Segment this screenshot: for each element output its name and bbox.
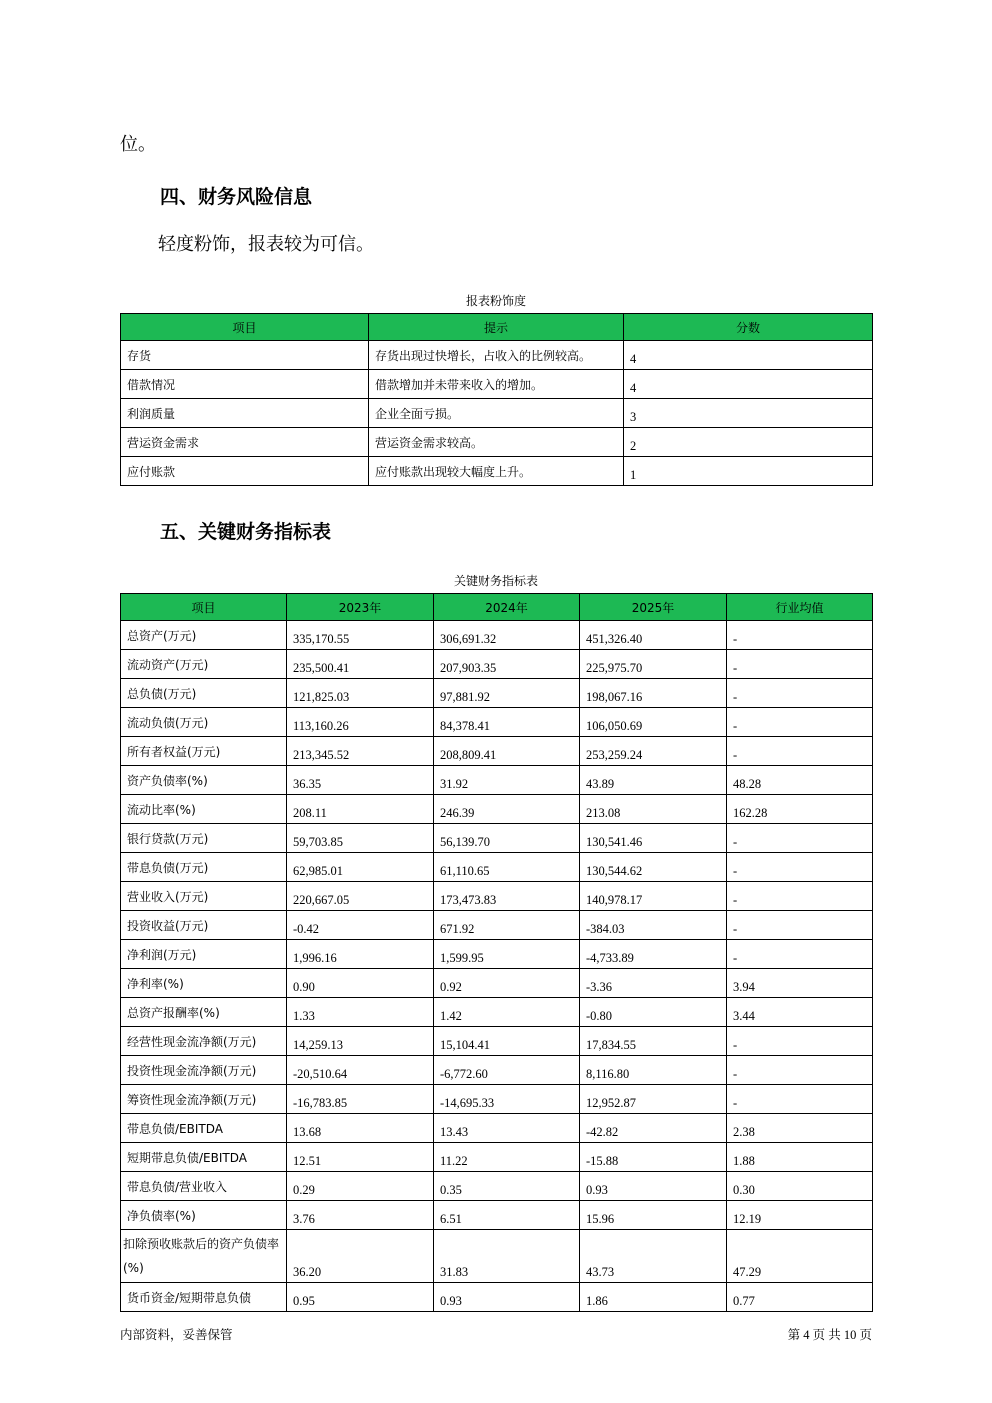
value-cell: 62,985.01 — [287, 853, 434, 882]
value-cell: - — [727, 650, 873, 679]
value-cell: 0.95 — [287, 1283, 434, 1312]
value-cell: -20,510.64 — [287, 1056, 434, 1085]
value-cell: -384.03 — [580, 911, 727, 940]
table-row — [121, 1085, 873, 1114]
header-cell: 提示 — [369, 314, 624, 341]
value-cell: -0.80 — [580, 998, 727, 1027]
table-row — [121, 853, 873, 882]
header-cell: 2023年 — [287, 594, 434, 621]
value-cell: - — [727, 853, 873, 882]
value-cell: 15.96 — [580, 1201, 727, 1230]
value-cell: 4 — [624, 370, 873, 399]
value-cell: 213.08 — [580, 795, 727, 824]
row-label-cell: 筹资性现金流净额(万元) — [121, 1085, 287, 1114]
value-cell: 84,378.41 — [434, 708, 580, 737]
value-cell: 1.33 — [287, 998, 434, 1027]
row-label-cell: 总资产报酬率(%) — [121, 998, 287, 1027]
value-cell: 235,500.41 — [287, 650, 434, 679]
value-cell: 0.35 — [434, 1172, 580, 1201]
value-cell: 15,104.41 — [434, 1027, 580, 1056]
value-cell: 12.51 — [287, 1143, 434, 1172]
table-row — [121, 1172, 873, 1201]
value-cell: - — [727, 679, 873, 708]
table-row — [121, 969, 873, 998]
value-cell: 存货出现过快增长，占收入的比例较高。 — [369, 341, 624, 370]
header-cell: 项目 — [121, 314, 369, 341]
table-row — [121, 428, 873, 457]
value-cell: 11.22 — [434, 1143, 580, 1172]
value-cell: 31.83 — [434, 1230, 580, 1283]
row-label-cell: 营业收入(万元) — [121, 882, 287, 911]
value-cell: 4 — [624, 341, 873, 370]
value-cell: - — [727, 708, 873, 737]
value-cell: 59,703.85 — [287, 824, 434, 853]
table-row — [121, 882, 873, 911]
header-cell: 2024年 — [434, 594, 580, 621]
row-label-cell: 存货 — [121, 341, 369, 370]
value-cell: 97,881.92 — [434, 679, 580, 708]
row-label-cell: 流动比率(%) — [121, 795, 287, 824]
table-row — [121, 1056, 873, 1085]
value-cell: 3.44 — [727, 998, 873, 1027]
row-label-cell: 货币资金/短期带息负债 — [121, 1283, 287, 1312]
value-cell: 0.93 — [434, 1283, 580, 1312]
table-row — [121, 1114, 873, 1143]
row-label-cell: 净负债率(%) — [121, 1201, 287, 1230]
table-row — [121, 737, 873, 766]
value-cell: 0.90 — [287, 969, 434, 998]
row-label-cell: 总负债(万元) — [121, 679, 287, 708]
value-cell: 应付账款出现较大幅度上升。 — [369, 457, 624, 486]
value-cell: 335,170.55 — [287, 621, 434, 650]
value-cell: 113,160.26 — [287, 708, 434, 737]
table-row — [121, 1230, 873, 1283]
value-cell: 0.77 — [727, 1283, 873, 1312]
value-cell: 13.43 — [434, 1114, 580, 1143]
value-cell: 220,667.05 — [287, 882, 434, 911]
table-row — [121, 998, 873, 1027]
row-label-cell: 流动负债(万元) — [121, 708, 287, 737]
value-cell: 140,978.17 — [580, 882, 727, 911]
value-cell: 14,259.13 — [287, 1027, 434, 1056]
risk-table — [120, 313, 873, 486]
risk-table-header — [121, 314, 873, 341]
value-cell: 31.92 — [434, 766, 580, 795]
table-row — [121, 650, 873, 679]
value-cell: - — [727, 911, 873, 940]
row-label-cell: 带息负债/营业收入 — [121, 1172, 287, 1201]
value-cell: 48.28 — [727, 766, 873, 795]
value-cell: 0.30 — [727, 1172, 873, 1201]
table-row — [121, 911, 873, 940]
value-cell: 43.73 — [580, 1230, 727, 1283]
value-cell: 451,326.40 — [580, 621, 727, 650]
row-label-cell: 借款情况 — [121, 370, 369, 399]
continued-text: 位。 — [120, 134, 156, 155]
value-cell: -42.82 — [580, 1114, 727, 1143]
value-cell: 162.28 — [727, 795, 873, 824]
row-label-cell: 营运资金需求 — [121, 428, 369, 457]
table-row — [121, 457, 873, 486]
row-label-cell: 投资收益(万元) — [121, 911, 287, 940]
table-row — [121, 621, 873, 650]
row-label-cell: 净利润(万元) — [121, 940, 287, 969]
value-cell: -6,772.60 — [434, 1056, 580, 1085]
value-cell: 3 — [624, 399, 873, 428]
value-cell: 6.51 — [434, 1201, 580, 1230]
value-cell: -14,695.33 — [434, 1085, 580, 1114]
value-cell: - — [727, 1056, 873, 1085]
table-row — [121, 679, 873, 708]
value-cell: -0.42 — [287, 911, 434, 940]
header-cell: 2025年 — [580, 594, 727, 621]
table-row — [121, 766, 873, 795]
table-row — [121, 1283, 873, 1312]
value-cell: 0.92 — [434, 969, 580, 998]
value-cell: 207,903.35 — [434, 650, 580, 679]
table-row — [121, 824, 873, 853]
value-cell: - — [727, 621, 873, 650]
section5-title: 五、关键财务指标表 — [160, 521, 332, 543]
value-cell: 企业全面亏损。 — [369, 399, 624, 428]
row-label-cell: 利润质量 — [121, 399, 369, 428]
section4-title: 四、财务风险信息 — [160, 186, 313, 208]
value-cell: 12,952.87 — [580, 1085, 727, 1114]
row-label-cell: 扣除预收账款后的资产负债率(%) — [121, 1230, 287, 1283]
value-cell: -4,733.89 — [580, 940, 727, 969]
value-cell: 0.29 — [287, 1172, 434, 1201]
value-cell: 225,975.70 — [580, 650, 727, 679]
kpi-table-caption: 关键财务指标表 — [453, 574, 538, 588]
kpi-table-header — [121, 594, 873, 621]
value-cell: -16,783.85 — [287, 1085, 434, 1114]
table-row — [121, 1027, 873, 1056]
value-cell: 借款增加并未带来收入的增加。 — [369, 370, 624, 399]
table-row — [121, 708, 873, 737]
value-cell: 1,599.95 — [434, 940, 580, 969]
row-label-cell: 净利率(%) — [121, 969, 287, 998]
value-cell: 198,067.16 — [580, 679, 727, 708]
value-cell: 121,825.03 — [287, 679, 434, 708]
value-cell: - — [727, 940, 873, 969]
value-cell: 13.68 — [287, 1114, 434, 1143]
value-cell: 47.29 — [727, 1230, 873, 1283]
value-cell: 1 — [624, 457, 873, 486]
table-row — [121, 341, 873, 370]
value-cell: 营运资金需求较高。 — [369, 428, 624, 457]
value-cell: 2.38 — [727, 1114, 873, 1143]
value-cell: 1.86 — [580, 1283, 727, 1312]
value-cell: 208,809.41 — [434, 737, 580, 766]
value-cell: 56,139.70 — [434, 824, 580, 853]
page-number: 第 4 页 共 10 页 — [787, 1328, 872, 1342]
value-cell: 36.35 — [287, 766, 434, 795]
row-label-cell: 投资性现金流净额(万元) — [121, 1056, 287, 1085]
value-cell: 246.39 — [434, 795, 580, 824]
row-label-cell: 所有者权益(万元) — [121, 737, 287, 766]
value-cell: 106,050.69 — [580, 708, 727, 737]
value-cell: 61,110.65 — [434, 853, 580, 882]
value-cell: - — [727, 1085, 873, 1114]
value-cell: 1.88 — [727, 1143, 873, 1172]
value-cell: - — [727, 1027, 873, 1056]
row-label-cell: 流动资产(万元) — [121, 650, 287, 679]
row-label-cell: 带息负债(万元) — [121, 853, 287, 882]
row-label-cell: 经营性现金流净额(万元) — [121, 1027, 287, 1056]
value-cell: 130,541.46 — [580, 824, 727, 853]
value-cell: 208.11 — [287, 795, 434, 824]
table-row — [121, 940, 873, 969]
risk-table-caption: 报表粉饰度 — [465, 294, 526, 308]
section4-paragraph: 轻度粉饰，报表较为可信。 — [158, 234, 374, 255]
value-cell: 17,834.55 — [580, 1027, 727, 1056]
value-cell: -15.88 — [580, 1143, 727, 1172]
value-cell: - — [727, 882, 873, 911]
table-row — [121, 399, 873, 428]
header-cell: 行业均值 — [727, 594, 873, 621]
value-cell: 3.76 — [287, 1201, 434, 1230]
table-row — [121, 370, 873, 399]
value-cell: 1.42 — [434, 998, 580, 1027]
value-cell: 0.93 — [580, 1172, 727, 1201]
value-cell: 8,116.80 — [580, 1056, 727, 1085]
table-row — [121, 1201, 873, 1230]
row-label-cell: 总资产(万元) — [121, 621, 287, 650]
row-label-cell: 银行贷款(万元) — [121, 824, 287, 853]
value-cell: 671.92 — [434, 911, 580, 940]
header-cell: 分数 — [624, 314, 873, 341]
value-cell: - — [727, 824, 873, 853]
value-cell: 306,691.32 — [434, 621, 580, 650]
value-cell: 213,345.52 — [287, 737, 434, 766]
kpi-table — [120, 593, 873, 1312]
table-row — [121, 1143, 873, 1172]
header-cell: 项目 — [121, 594, 287, 621]
value-cell: 253,259.24 — [580, 737, 727, 766]
value-cell: 36.20 — [287, 1230, 434, 1283]
value-cell: 130,544.62 — [580, 853, 727, 882]
value-cell: 1,996.16 — [287, 940, 434, 969]
value-cell: 2 — [624, 428, 873, 457]
value-cell: 173,473.83 — [434, 882, 580, 911]
row-label-cell: 应付账款 — [121, 457, 369, 486]
value-cell: - — [727, 737, 873, 766]
value-cell: 3.94 — [727, 969, 873, 998]
value-cell: 43.89 — [580, 766, 727, 795]
value-cell: -3.36 — [580, 969, 727, 998]
row-label-cell: 短期带息负债/EBITDA — [121, 1143, 287, 1172]
row-label-cell: 资产负债率(%) — [121, 766, 287, 795]
table-row — [121, 795, 873, 824]
footer-left: 内部资料，妥善保管 — [120, 1327, 233, 1342]
value-cell: 12.19 — [727, 1201, 873, 1230]
row-label-cell: 带息负债/EBITDA — [121, 1114, 287, 1143]
